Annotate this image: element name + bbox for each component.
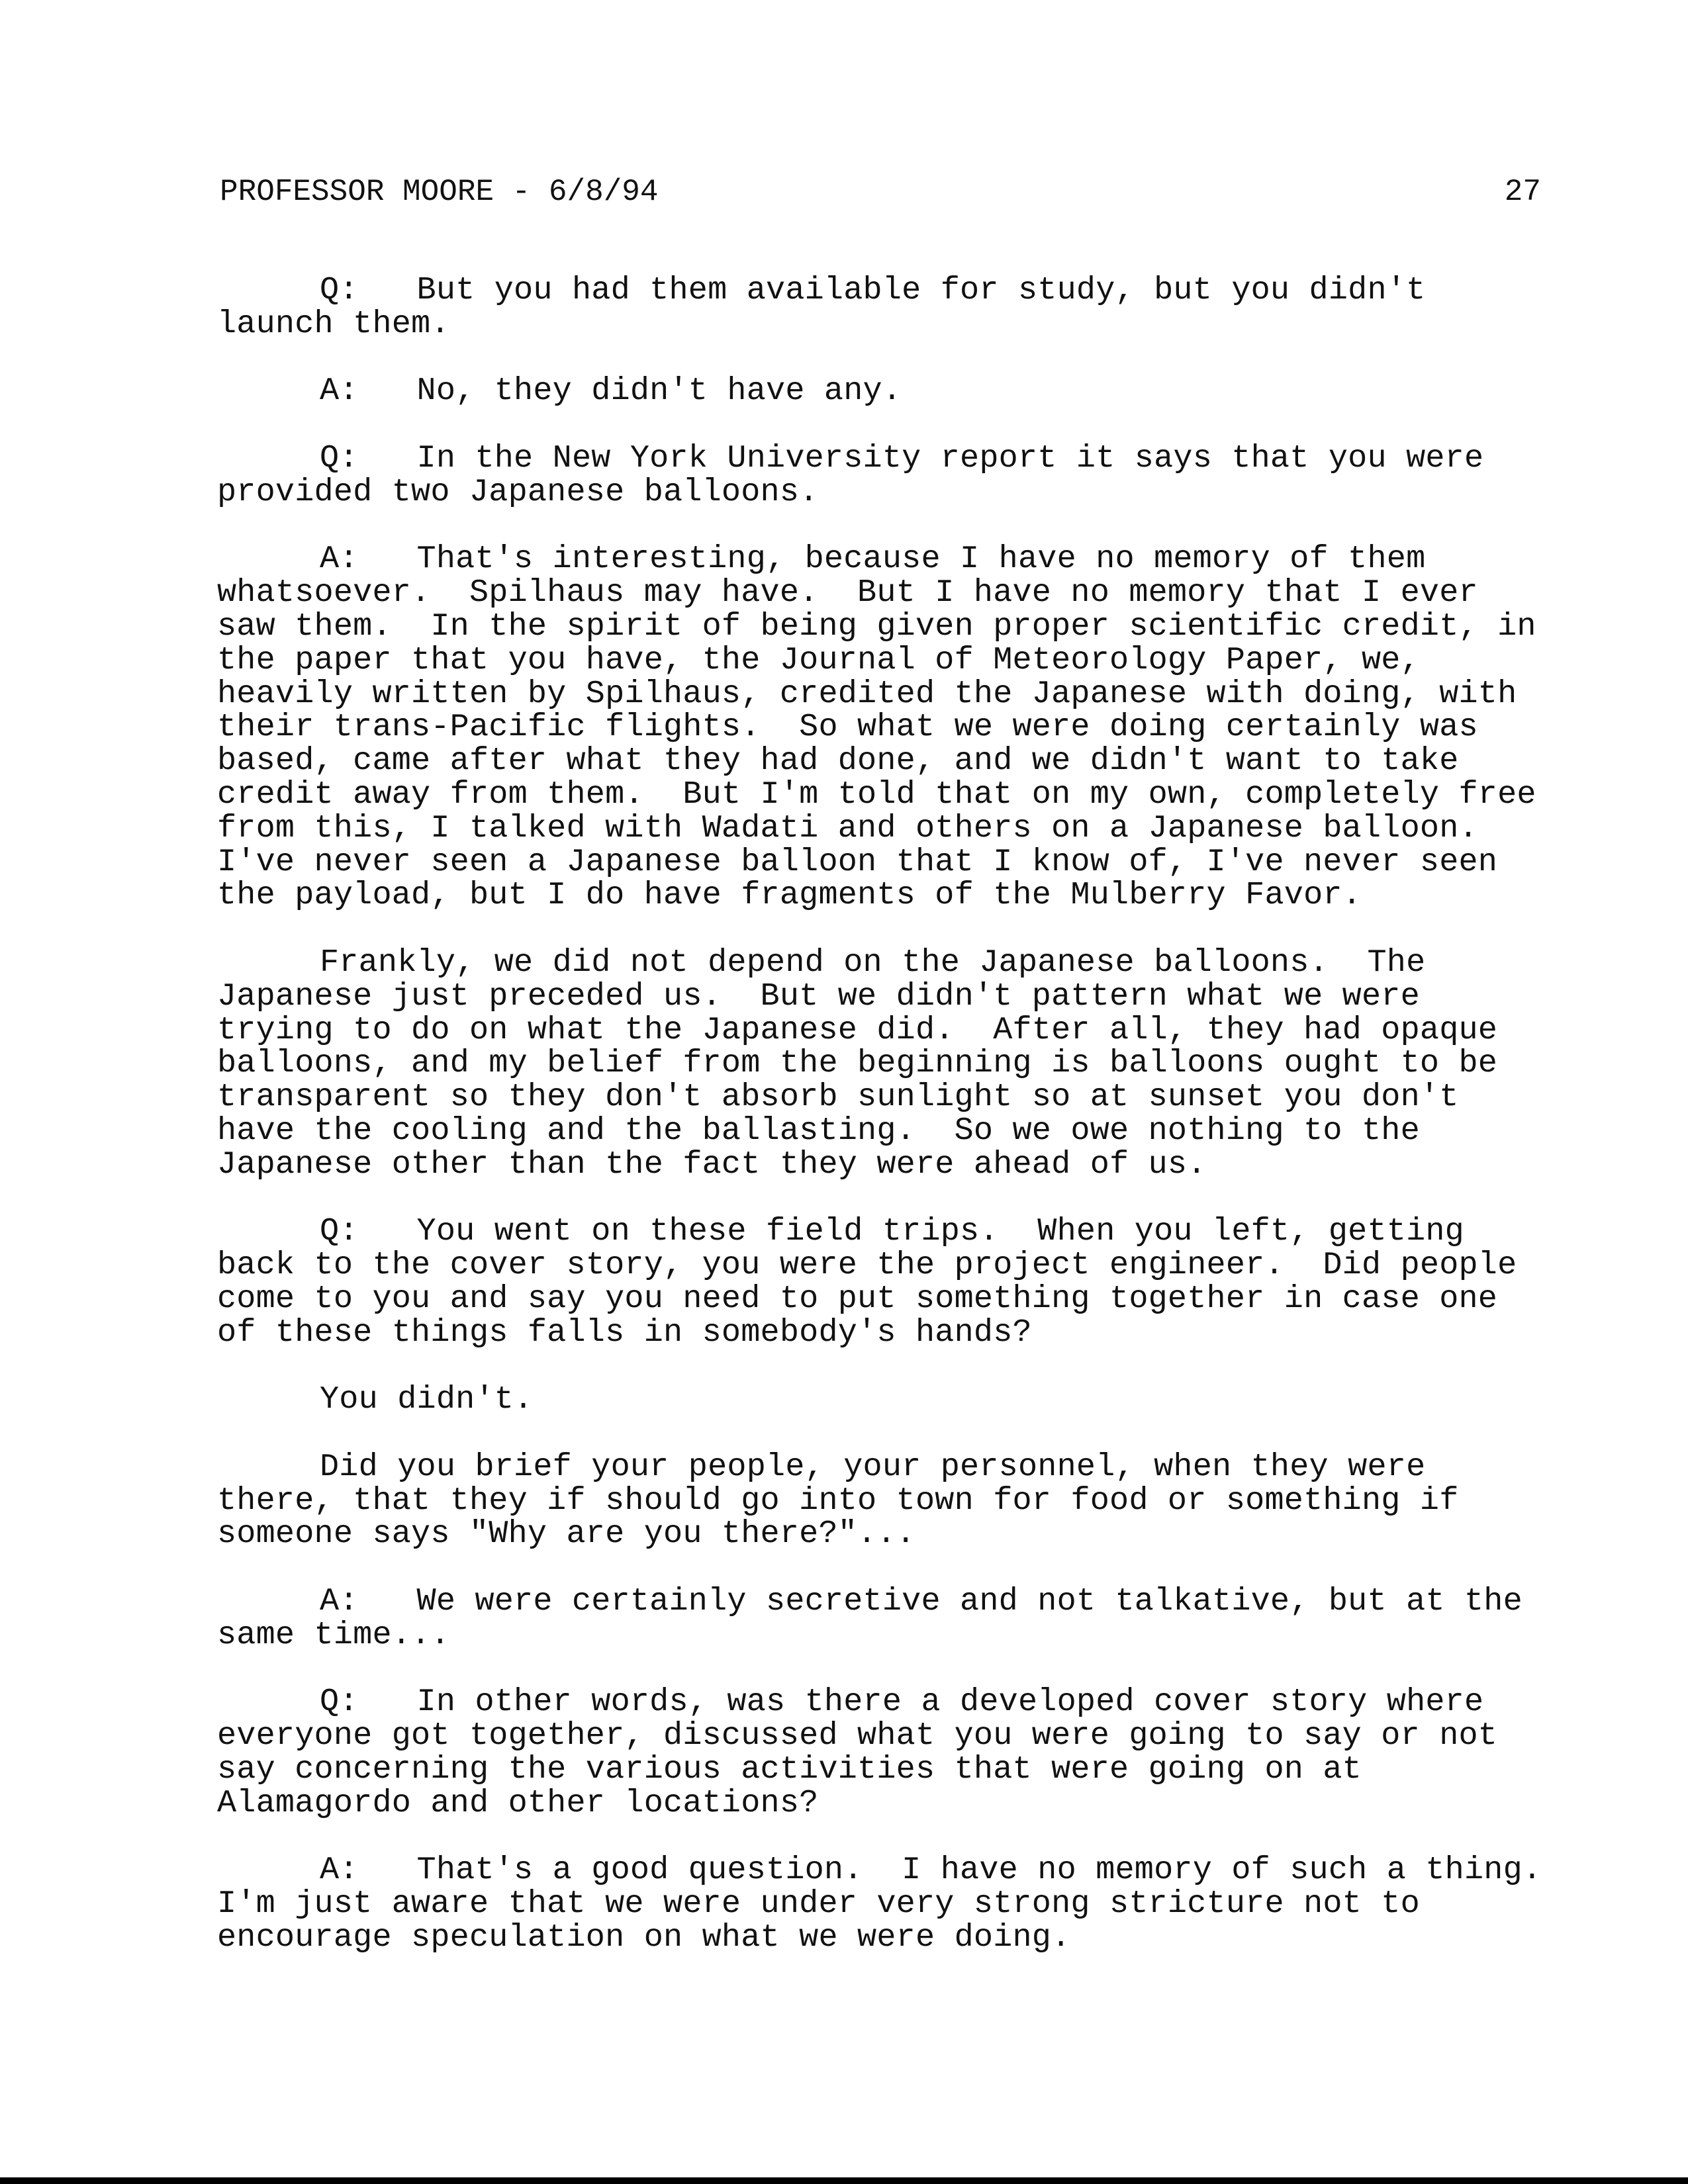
paragraph-a-interesting: A: That's interesting, because I have no memory of them whatsoever. Spilhaus may have. But I have no memory that I ever saw them. In the spirit of being given proper scientific credit, in the paper that you have, the Journal of Meteorology Paper, we, heavily written by Spilhaus, credited the Japanese with doing, with their trans-Pacific flights. So what we were doing certainly was based, came after what they had done, and we didn't want to take credit away from them. But I'm told that on my own, completely free from this, I talked with Wadati and others on a Japanese balloon. I've never seen a Japanese balloon that I know of, I've never seen the payload, but I do have fragments of the Mulberry Favor. [217, 541, 1556, 914]
page-bottom-edge [0, 2177, 1688, 2184]
paragraph-q-nyu-report: Q: In the New York University report it says that you were provided two Japanese balloons. [217, 439, 1503, 510]
transcript-body [217, 272, 1581, 1989]
paragraph-a-none: A: No, they didn't have any. [320, 373, 902, 410]
paragraph-a-good-question: A: That's a good question. I have no memory of such a thing. I'm just aware that we were under very strong stricture not to encourage speculation on what we were doing. [217, 1852, 1581, 1956]
header-title: PROFESSOR MOORE - 6/8/94 [220, 175, 659, 209]
page-number: 27 [1504, 175, 1541, 209]
paragraph-q-field-trips: Q: You went on these field trips. When you left, getting back to the cover story, you were the project engineer. Did people come to you and say you need to put something together in case one of these things falls in somebody's hands? [217, 1213, 1536, 1351]
paragraph-you-didnt: You didn't. [320, 1381, 534, 1418]
paragraph-a-secretive: A: We were certainly secretive and not talkative, but at the same time... [217, 1583, 1542, 1653]
paragraph-q-cover-story: Q: In other words, was there a developed cover story where everyone got together, discussed what you were going to say or not say concerning the various activities that were going on at Alamagordo and other locations? [217, 1684, 1517, 1821]
paragraph-frankly: Frankly, we did not depend on the Japanese balloons. The Japanese just preceded us. But we didn't pattern what we were trying to do on what the Japanese did. After all, they had opaque balloons, and my belief from the beginning is balloons ought to be transparent so they don't absorb sunlight so at sunset you don't have the cooling and the ballasting. So we owe nothing to the Japanese other than the fact they were ahead of us. [217, 944, 1517, 1183]
paragraph-brief-personnel: Did you brief your people, your personnel, when they were there, that they if should go into town for food or something if someone says "Why are you there?"... [217, 1448, 1478, 1553]
paragraph-q-launch: Q: But you had them available for study, but you didn't launch them. [217, 272, 1445, 342]
